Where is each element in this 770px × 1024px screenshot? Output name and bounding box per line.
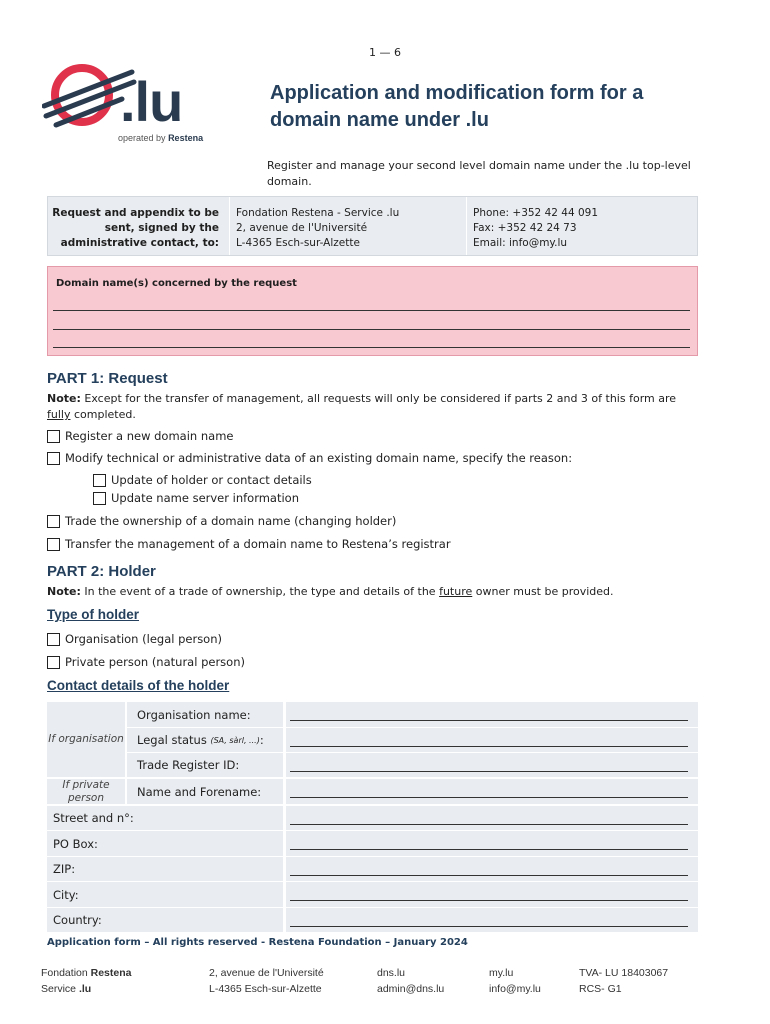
- contact-details-heading: Contact details of the holder: [47, 678, 230, 693]
- address-contact: Phone: +352 42 44 091 Fax: +352 42 24 73 Email: info@my.lu: [473, 207, 599, 249]
- part2-heading: PART 2: Holder: [47, 563, 156, 580]
- domain-line-3[interactable]: [53, 347, 690, 348]
- street-field[interactable]: [290, 824, 688, 825]
- domain-names-box: [47, 266, 698, 356]
- row-city: City:: [47, 882, 698, 907]
- country-field[interactable]: [290, 926, 688, 927]
- operated-by: operated by Restena: [118, 133, 204, 143]
- checkbox-icon[interactable]: [93, 492, 106, 505]
- footer-note: Application form – All rights reserved - Restena Foundation – January 2024: [47, 937, 468, 948]
- checkbox-register[interactable]: Register a new domain name: [47, 429, 233, 443]
- row-trade-register: Trade Register ID:: [47, 753, 698, 777]
- row-org-name: Organisation name:: [47, 702, 698, 727]
- subtitle: Register and manage your second level domain name under the .lu top-level domain.: [267, 159, 691, 188]
- checkbox-modify[interactable]: Modify technical or administrative data of an existing domain name, specify the reason:: [47, 451, 572, 465]
- part1-heading: PART 1: Request: [47, 370, 168, 387]
- logo-text: .lu: [120, 70, 183, 133]
- checkbox-icon[interactable]: [47, 515, 60, 528]
- legal-status-field[interactable]: [290, 746, 688, 747]
- checkbox-update-holder[interactable]: Update of holder or contact details: [93, 473, 312, 487]
- domain-line-2[interactable]: [53, 329, 690, 330]
- checkbox-transfer[interactable]: Transfer the management of a domain name to Restena’s registrar: [47, 537, 451, 551]
- page-number: 1 — 6: [369, 46, 401, 59]
- name-forename-field[interactable]: [290, 797, 688, 798]
- row-po-box: PO Box:: [47, 831, 698, 856]
- po-box-field[interactable]: [290, 849, 688, 850]
- page-title: Application and modification form for a domain name under .lu: [270, 82, 644, 131]
- if-organisation-label: If organisation: [47, 702, 127, 777]
- type-of-holder-heading: Type of holder: [47, 607, 140, 622]
- row-country: Country:: [47, 908, 698, 932]
- trade-register-field[interactable]: [290, 771, 688, 772]
- part2-note: Note: In the event of a trade of ownership, the type and details of the future owner must be provided.: [47, 585, 614, 598]
- footer-col-my: my.lu info@my.lu: [489, 967, 541, 995]
- domain-line-1[interactable]: [53, 310, 690, 311]
- address-org: Fondation Restena - Service .lu 2, avenue de l'Université L-4365 Esch-sur-Alzette: [230, 197, 467, 255]
- footer-col-tax: TVA- LU 18403067 RCS- G1: [579, 967, 669, 995]
- footer-col-org: Fondation Restena Service .lu: [41, 967, 132, 995]
- footer-col-dns: dns.lu admin@dns.lu: [377, 967, 445, 995]
- contact-details-table: [47, 702, 698, 932]
- address-block: [47, 196, 698, 256]
- checkbox-icon[interactable]: [47, 538, 60, 551]
- checkbox-icon[interactable]: [93, 474, 106, 487]
- footer-col-address: 2, avenue de l'Université L-4365 Esch-sur-Alzette: [209, 967, 324, 995]
- checkbox-icon[interactable]: [47, 452, 60, 465]
- checkbox-update-ns[interactable]: Update name server information: [93, 491, 299, 505]
- address-label: Request and appendix to be sent, signed by the administrative contact, to:: [48, 197, 230, 255]
- part1-note: Note: Except for the transfer of management, all requests will only be considered if parts 2 and 3 of this form are fully completed.: [47, 392, 677, 421]
- checkbox-trade[interactable]: Trade the ownership of a domain name (changing holder): [47, 514, 396, 528]
- row-street: Street and n°:: [47, 806, 698, 830]
- checkbox-icon[interactable]: [47, 633, 60, 646]
- checkbox-icon[interactable]: [47, 430, 60, 443]
- city-field[interactable]: [290, 900, 688, 901]
- zip-field[interactable]: [290, 875, 688, 876]
- row-name-forename: Name and Forename:: [47, 779, 698, 804]
- row-legal-status: Legal status (SA, sàrl, ...) :: [47, 728, 698, 752]
- if-private-label: If private person: [47, 779, 127, 804]
- org-name-field[interactable]: [290, 720, 688, 721]
- checkbox-private-person[interactable]: Private person (natural person): [47, 655, 245, 669]
- row-zip: ZIP:: [47, 857, 698, 881]
- checkbox-organisation[interactable]: Organisation (legal person): [47, 632, 222, 646]
- checkbox-icon[interactable]: [47, 656, 60, 669]
- domain-names-label: Domain name(s) concerned by the request: [56, 278, 297, 289]
